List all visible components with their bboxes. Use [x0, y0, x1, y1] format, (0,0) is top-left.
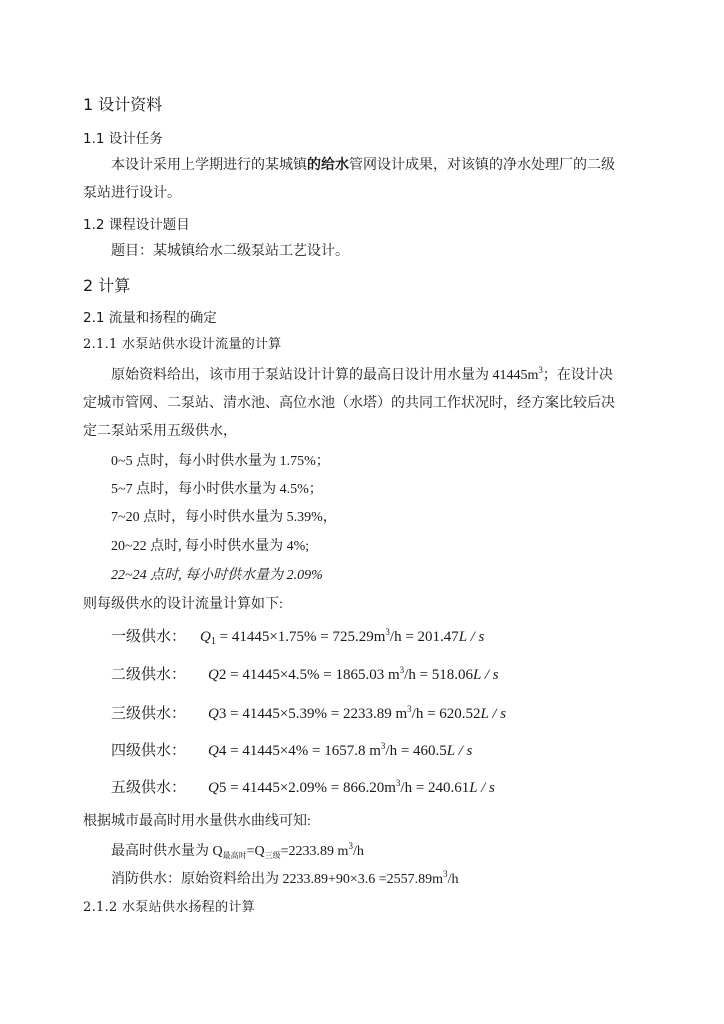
equation-result: /h = 518.06 [404, 667, 474, 683]
section-1-heading: 1 设计资料 [83, 95, 163, 114]
equation-expression: 2 = 41445×4.5% = 1865.03 m [218, 667, 400, 683]
equation-symbol: Q [208, 780, 219, 796]
equation-row [111, 776, 495, 797]
intro-superscript: 3 [538, 365, 543, 375]
equation-row [111, 663, 499, 684]
equation-result: /h = 620.52 [411, 706, 481, 722]
equation-expression: = 41445×1.75% = 725.29m [215, 629, 386, 645]
equation-label: 一级供水： [111, 629, 187, 645]
equation-result: /h = 201.47 [389, 629, 459, 645]
schedule-item: 5~7 点时，每小时供水量为 4.5%； [111, 482, 323, 497]
max-hour-text-b: =Q [246, 844, 265, 859]
equation-unit: L / s [469, 780, 495, 796]
schedule-item: 22~24 点时, 每小时供水量为 2.09% [111, 568, 323, 583]
curve-note: 根据城市最高时用水量供水曲线可知: [83, 814, 311, 829]
max-hour-flow [111, 840, 364, 860]
equation-symbol: Q [208, 743, 219, 759]
equation-superscript: 3 [407, 704, 412, 714]
max-hour-text-a: 最高时供水量为 Q [111, 844, 223, 859]
fire-text-a: 消防供水：原始资料给出为 2233.89+90×3.6 =2557.89m [111, 872, 444, 887]
section-1-2-heading: 1.2 课程设计题目 [83, 217, 190, 233]
equation-label: 四级供水： [111, 743, 187, 759]
equation-unit: L / s [480, 706, 507, 722]
equation-expression: 4 = 41445×4% = 1657.8 m [218, 743, 381, 759]
equation-expression: 5 = 41445×2.09% = 866.20m [218, 780, 396, 796]
section-2-1-2-heading: 2.1.2 水泵站供水扬程的计算 [83, 900, 256, 915]
task-text-bold: 的给水 [307, 158, 349, 173]
schedule-item: 7~20 点时，每小时供水量为 5.39%， [111, 510, 337, 525]
equation-label: 三级供水： [111, 706, 187, 722]
equation-unit: L / s [446, 743, 473, 759]
schedule-item: 20~22 点时, 每小时供水量为 4%; [111, 539, 310, 554]
equation-result: /h = 240.61 [400, 780, 470, 796]
topic-text: 题目：某城镇给水二级泵站工艺设计。 [111, 244, 349, 259]
equation-superscript: 3 [395, 778, 401, 788]
equation-expression: 3 = 41445×5.39% = 2233.89 m [218, 706, 408, 722]
section-2-heading: 2 计算 [83, 276, 131, 295]
section-2-1-1-heading: 2.1.1 水泵站供水设计流量的计算 [83, 337, 282, 352]
max-hour-subscript-2: 三级 [264, 851, 281, 860]
equation-unit: L / s [458, 629, 485, 645]
equation-row [111, 702, 506, 723]
max-hour-text-d: /h [352, 844, 364, 859]
equation-superscript: 3 [385, 627, 390, 637]
equation-subscript: 1 [210, 636, 216, 647]
intro-line-2: 定城市管网、二泵站、清水池、高位水池（水塔）的共同工作状况时，经方案比较后决 [83, 396, 615, 411]
equation-superscript: 3 [399, 665, 405, 675]
equation-unit: L / s [473, 667, 499, 683]
equation-row [111, 625, 484, 646]
equation-superscript: 3 [380, 741, 386, 751]
intro-line-1 [111, 364, 613, 384]
task-paragraph-line-2: 泵站进行设计。 [83, 186, 181, 201]
task-text-a: 本设计采用上学期进行的某城镇 [111, 158, 307, 173]
section-1-1-heading: 1.1 设计任务 [83, 131, 163, 147]
section-2-1-heading: 2.1 流量和扬程的确定 [83, 310, 217, 326]
equation-symbol: Q [208, 706, 219, 722]
max-hour-text-c: =2233.89 m [280, 844, 349, 859]
equation-label: 二级供水： [111, 667, 187, 683]
equation-row [111, 739, 472, 760]
equation-symbol: Q [200, 629, 211, 645]
task-paragraph-line-1 [111, 154, 615, 174]
schedule-item: 0~5 点时，每小时供水量为 1.75%； [111, 454, 330, 469]
calc-intro: 则每级供水的设计流量计算如下: [83, 597, 283, 612]
intro-line-3: 定二泵站采用五级供水， [83, 424, 237, 439]
task-text-c: 管网设计成果，对该镇的净水处理厂的二级 [349, 158, 615, 173]
max-hour-superscript: 3 [348, 841, 353, 851]
equation-result: /h = 460.5 [385, 743, 447, 759]
max-hour-subscript: 最高时 [222, 851, 247, 860]
equation-symbol: Q [208, 667, 219, 683]
fire-text-b: /h [447, 872, 459, 887]
equation-label: 五级供水： [111, 780, 187, 796]
intro-text-b: ；在设计决 [542, 368, 613, 383]
fire-superscript: 3 [443, 869, 448, 879]
intro-text-a: 原始资料给出，该市用于泵站设计计算的最高日设计用水量为 41445m [111, 368, 539, 383]
fire-flow [111, 868, 458, 888]
